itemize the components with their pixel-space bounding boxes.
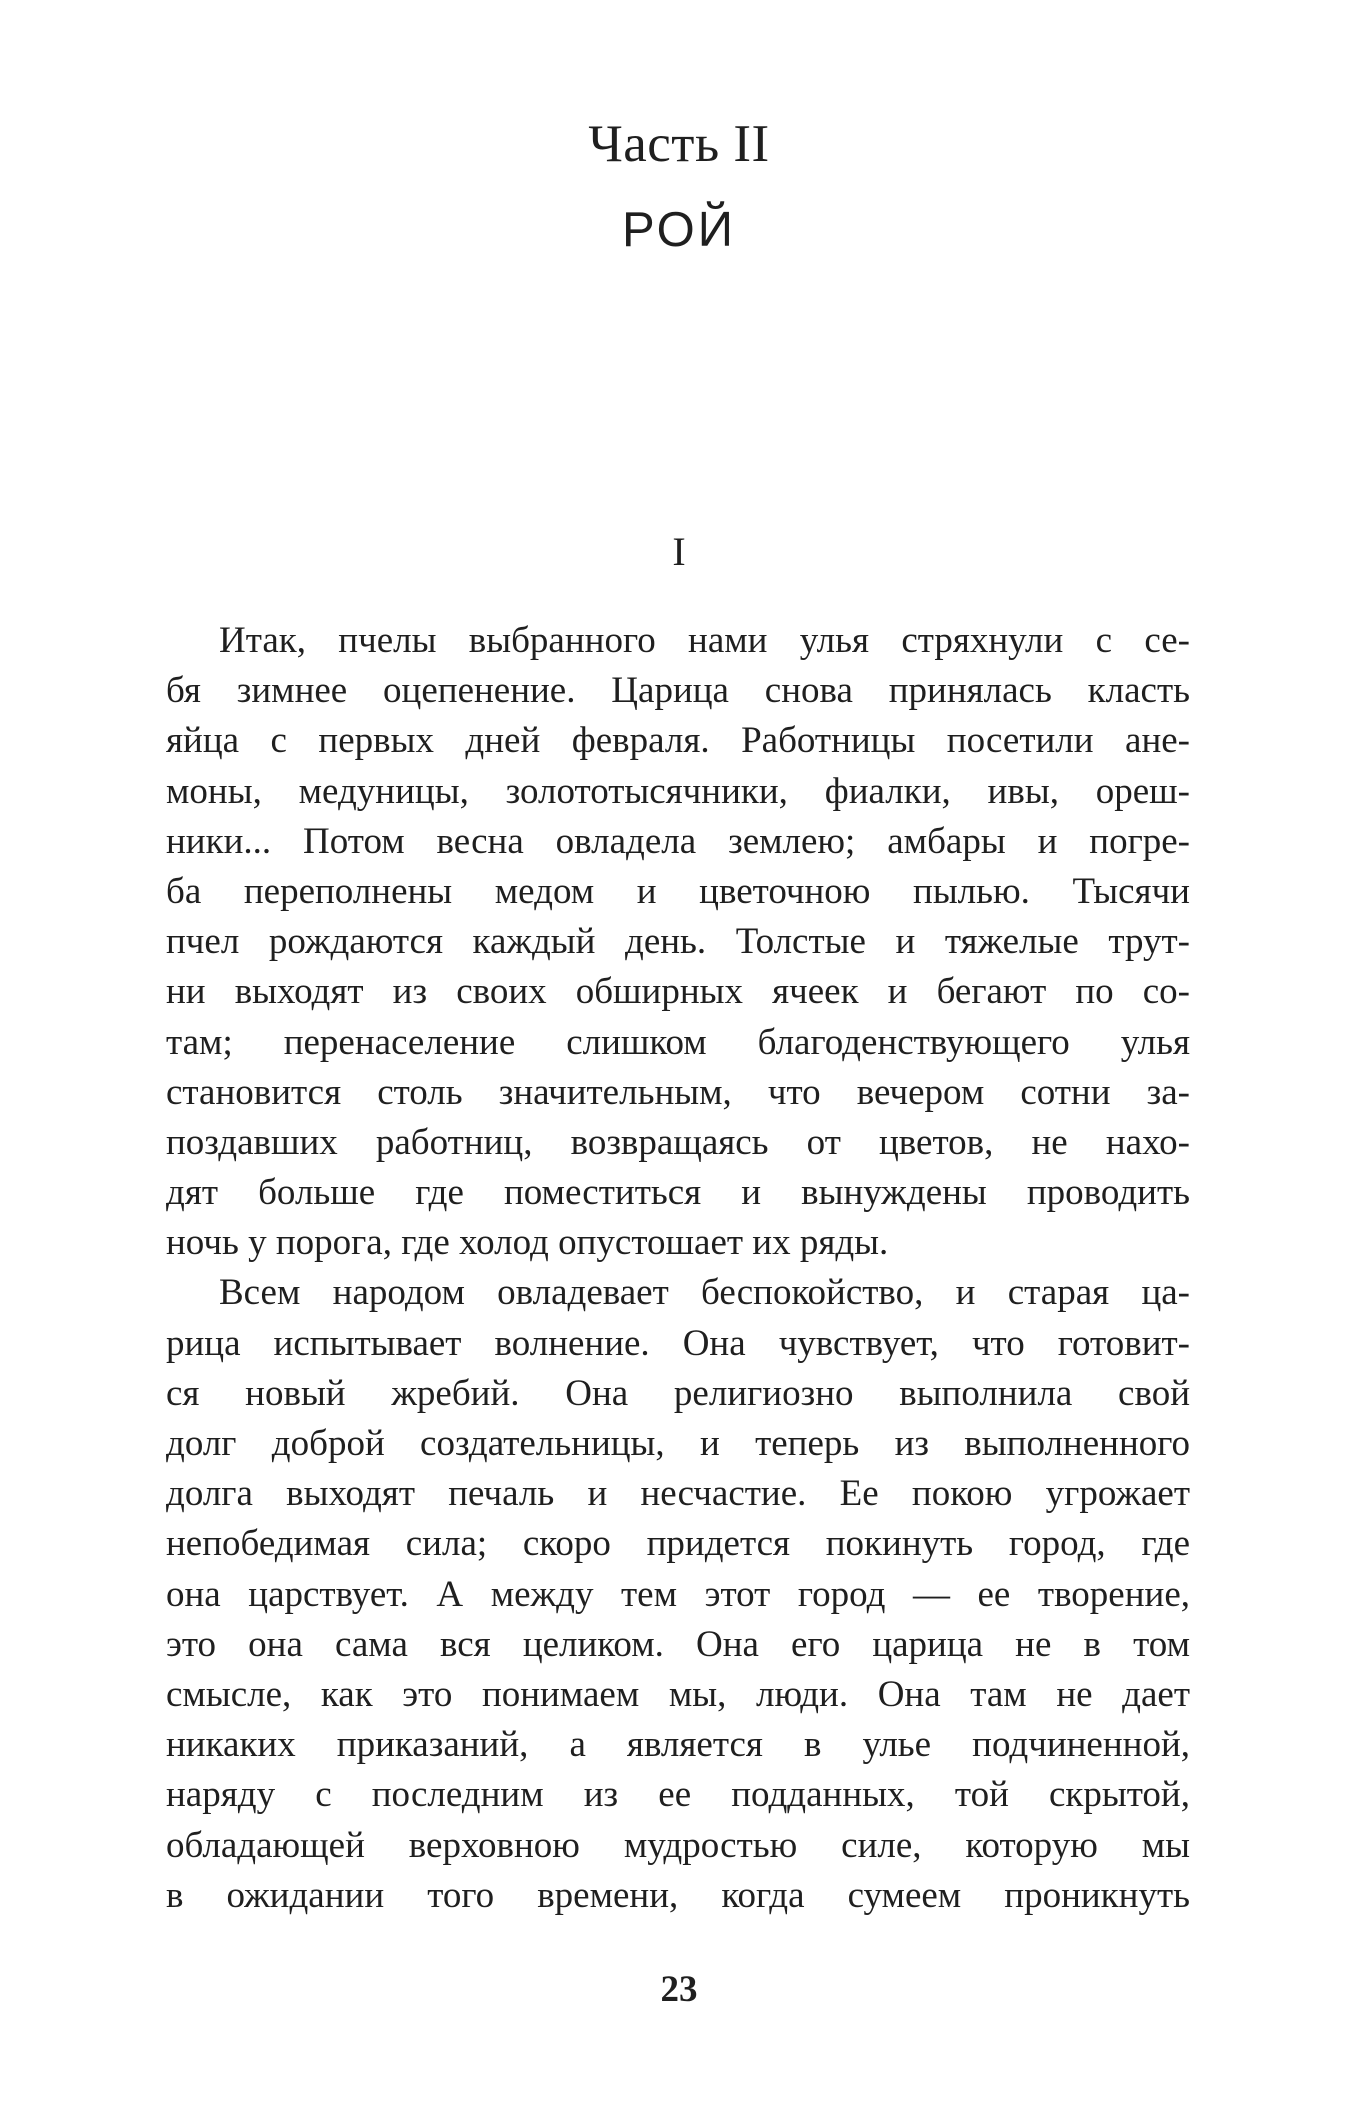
text-line: ники... Потом весна овладела землею; амбары и погре- [166, 820, 1190, 862]
chapter-number: I [672, 529, 686, 574]
text-line: поздавших работниц, возвращаясь от цветов, не нахо- [166, 1121, 1190, 1163]
text-line: никаких приказаний, а является в улье подчиненной, [166, 1724, 1190, 1766]
text-line: Итак, пчелы выбранного нами улья стряхнули с се- [219, 620, 1190, 661]
text-line: ни выходят из своих обширных ячеек и бегают по со- [166, 971, 1190, 1013]
part-name: РОЙ [622, 203, 736, 257]
text-line: становится столь значительным, что вечером сотни за- [166, 1071, 1190, 1113]
page-number: 23 [660, 1969, 698, 2010]
text-line: непобедимая сила; скоро придется покинуть город, где [166, 1523, 1190, 1565]
text-line: долг доброй создательницы, и теперь из выполненного [166, 1423, 1190, 1464]
text-line: дят больше где поместиться и вынуждены проводить [166, 1172, 1190, 1214]
text-line: наряду с последним из ее подданных, той скрытой, [166, 1774, 1190, 1816]
paragraph [166, 616, 1190, 1268]
text-line: в ожидании того времени, когда сумеем проникнуть [166, 1874, 1190, 1916]
text-line: бя зимнее оцепенение. Царица снова принялась класть [166, 670, 1190, 712]
text-line: Всем народом овладевает беспокойство, и старая ца- [219, 1272, 1190, 1314]
text-line: обладающей верховною мудростью силе, которую мы [166, 1824, 1190, 1866]
text-line: яйца с первых дней февраля. Работницы посетили ане- [166, 720, 1190, 762]
part-title: Часть II [588, 115, 770, 173]
text-line: рица испытывает волнение. Она чувствует, что готовит- [166, 1322, 1190, 1364]
text-line: ночь у порога, где холод опустошает их ряды. [166, 1222, 889, 1264]
text-line: долга выходят печаль и несчастие. Ее покою угрожает [166, 1473, 1190, 1515]
text-line: она царствует. А между тем этот город — ее творение, [166, 1573, 1190, 1615]
text-line: моны, медуницы, золототысячники, фиалки, ивы, ореш- [166, 770, 1190, 812]
paragraph [166, 1268, 1190, 1920]
text-line: смысле, как это понимаем мы, люди. Она там не дает [166, 1673, 1190, 1715]
text-line: это она сама вся целиком. Она его царица не в том [166, 1623, 1190, 1665]
text-line: ся новый жребий. Она религиозно выполнила свой [166, 1372, 1190, 1414]
text-line: пчел рождаются каждый день. Толстые и тяжелые трут- [166, 921, 1190, 963]
body-text [166, 616, 1190, 1921]
text-line: там; перенаселение слишком благоденствующего улья [166, 1021, 1190, 1063]
text-line: ба переполнены медом и цветочною пылью. Тысячи [166, 870, 1190, 912]
